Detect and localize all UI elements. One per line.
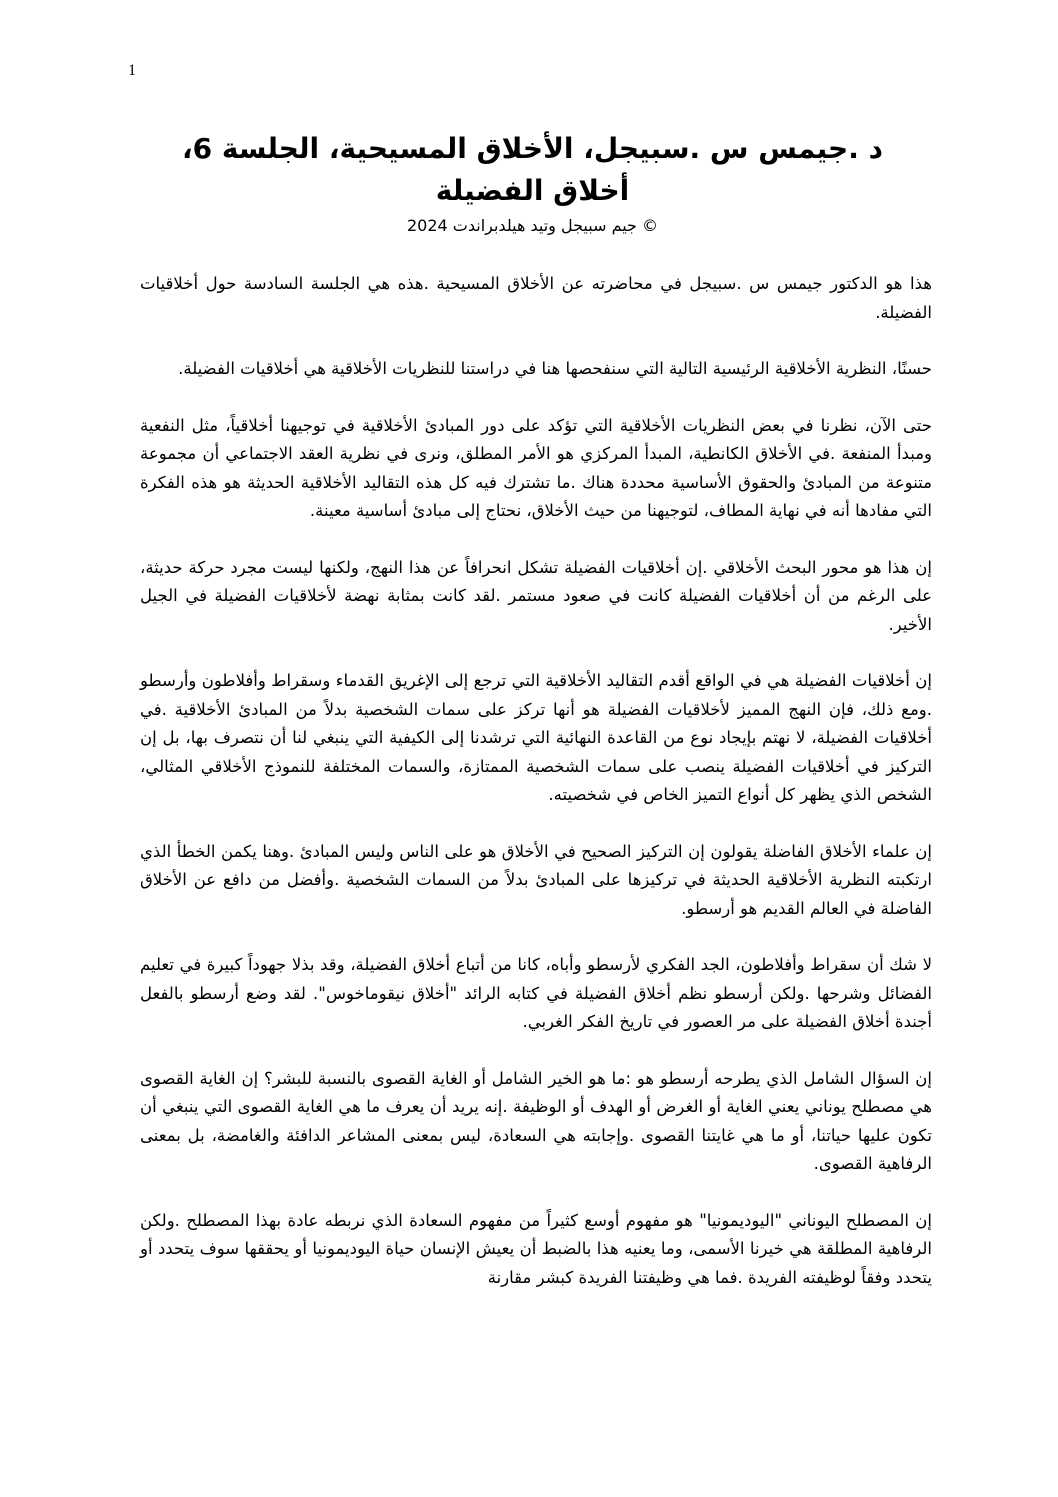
document-header (140, 128, 925, 238)
paragraph-7: لا شك أن سقراط وأفلاطون، الجد الفكري لأرسطو وأباه، كانا من أتباع أخلاق الفضيلة، وقد بذلا جهوداً كبيرة في تعليم الفضائل وشرحها .ولكن أرسطو نظم أخلاق الفضيلة في كتابه الرائد "أخلاق نيقوماخوس". لقد وضع أرسطو بالفعل أجندة أخلاق الفضيلة على مر العصور في تاريخ الفكر الغربي. (140, 955, 932, 1031)
paragraph-3: حتى الآن، نظرنا في بعض النظريات الأخلاقية التي تؤكد على دور المبادئ الأخلاقية في توجيهنا أخلاقياً، مثل النفعية ومبدأ المنفعة .في الأخلاق الكانطية، المبدأ المركزي هو الأمر المطلق، ونرى في نظرية العقد الاجتماعي أن مجموعة متنوعة من المبادئ والحقوق الأساسية محددة هناك .ما تشترك فيه كل هذه التقاليد الأخلاقية الحديثة هو هذه الفكرة التي مفادها أنه في نهاية المطاف، لتوجيهنا من حيث الأخلاق، نحتاج إلى مبادئ أساسية معينة. (140, 415, 932, 520)
paragraph-8: إن السؤال الشامل الذي يطرحه أرسطو هو :ما هو الخير الشامل أو الغاية القصوى بالنسبة للبشر؟ إن الغاية القصوى هي مصطلح يوناني يعني الغاية أو الغرض أو الهدف أو الوظيفة .إنه يريد أن يعرف ما هي الغاية القصوى التي ينبغي أن تكون عليها حياتنا، أو ما هي غايتنا القصوى .وإجابته هي السعادة، ليس بمعنى المشاعر الدافئة والغامضة، بل بمعنى الرفاهية القصوى. (140, 1068, 932, 1173)
title-line-1: د .جيمس س .سبيجل، الأخلاق المسيحية، الجلسة 6، (182, 132, 883, 165)
paragraph-9: إن المصطلح اليوناني "اليوديمونيا" هو مفهوم أوسع كثيراً من مفهوم السعادة الذي نربطه عادة بهذا المصطلح .ولكن الرفاهية المطلقة هي خيرنا الأسمى، وما يعنيه هذا بالضبط أن يعيش الإنسان حياة اليوديمونيا أو يحققها سوف يتحدد أو يتحدد وفقاً لوظيفته الفريدة .فما هي وظيفتنا الفريدة كبشر مقارنة (140, 1210, 932, 1287)
paragraph-4: إن هذا هو محور البحث الأخلاقي .إن أخلاقيات الفضيلة تشكل انحرافاً عن هذا النهج، ولكنها ليست مجرد حركة حديثة، على الرغم من أن أخلاقيات الفضيلة كانت في صعود مستمر .لقد كانت بمثابة نهضة لأخلاقيات الفضيلة في الجيل الأخير. (140, 557, 932, 634)
paragraph-5: إن أخلاقيات الفضيلة هي في الواقع أقدم التقاليد الأخلاقية التي ترجع إلى الإغريق القدماء وسقراط وأفلاطون وأرسطو .ومع ذلك، فإن النهج المميز لأخلاقيات الفضيلة هو أنها تركز على سمات الشخصية بدلاً من المبادئ الأخلاقية .في أخلاقيات الفضيلة، لا نهتم بإيجاد نوع من القاعدة النهائية التي ترشدنا إلى الكيفية التي ينبغي لنا أن نتصرف بها، بل إن التركيز في أخلاقيات الفضيلة ينصب على سمات الشخصية الممتازة، والسمات المختلفة للنموذج الأخلاقي المثالي، الشخص الذي يظهر كل أنواع التميز الخاص في شخصيته. (140, 671, 932, 804)
document-body (140, 270, 932, 1320)
page-number: 1 (128, 62, 136, 79)
document-title (140, 128, 925, 212)
title-line-2: أخلاق الفضيلة (435, 174, 630, 207)
copyright-line: © جيم سبيجل وتيد هيلدبراندت 2024 (406, 216, 659, 235)
paragraph-2: حسنًا، النظرية الأخلاقية الرئيسية التالية التي سنفحصها هنا في دراستنا للنظريات الأخلاقية هي أخلاقيات الفضيلة. (178, 359, 932, 378)
paragraph-1: هذا هو الدكتور جيمس س .سبيجل في محاضرته عن الأخلاق المسيحية .هذه هي الجلسة السادسة حول أخلاقيات الفضيلة. (140, 274, 932, 322)
paragraph-6: إن علماء الأخلاق الفاضلة يقولون إن التركيز الصحيح في الأخلاق هو على الناس وليس المبادئ .وهنا يكمن الخطأ الذي ارتكبته النظرية الأخلاقية الحديثة في تركيزها على المبادئ بدلاً من السمات الشخصية .وأفضل من دافع عن الأخلاق الفاضلة في العالم القديم هو أرسطو. (140, 841, 932, 918)
